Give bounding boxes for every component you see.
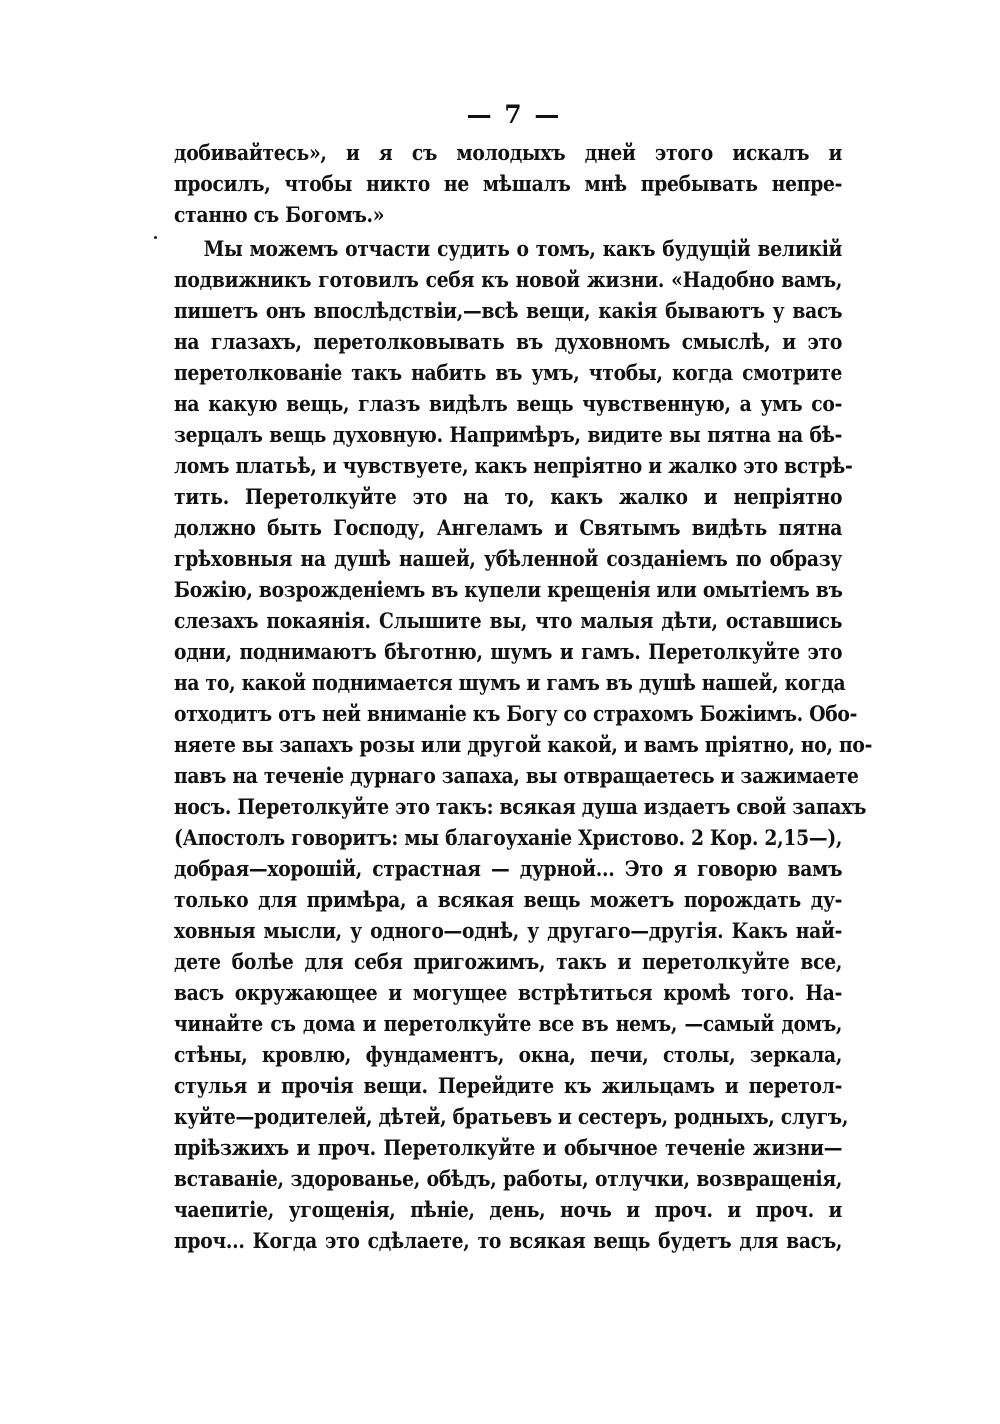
text-line: няете вы запахъ розы или другой какой, и вамъ пріятно, но, по- bbox=[174, 733, 873, 758]
text-line: проч... Когда это сдѣлаете, то всякая вещь будетъ для васъ, bbox=[174, 1229, 843, 1254]
text-line: пишетъ онъ впослѣдствіи,—всѣ вещи, какія бываютъ у васъ bbox=[174, 299, 843, 324]
text-line: добрая—хорошій, страстная — дурной... Это я говорю вамъ bbox=[174, 857, 843, 882]
text-line: куйте—родителей, дѣтей, братьевъ и сестеръ, родныхъ, слугъ, bbox=[174, 1105, 849, 1130]
text-line: грѣховныя на душѣ нашей, убѣленной созданіемъ по образу bbox=[174, 547, 843, 572]
book-page bbox=[174, 98, 873, 1257]
text-line: ломъ платьѣ, и чувствуете, какъ непріятно и жалко это встрѣ- bbox=[174, 454, 853, 479]
text-line: подвижникъ готовилъ себя къ новой жизни. «Надобно вамъ, bbox=[174, 268, 843, 293]
text-line: васъ окружающее и могущее встрѣтиться кромѣ того. На- bbox=[174, 981, 843, 1006]
text-line: станно съ Богомъ.» bbox=[174, 203, 385, 228]
text-line: носъ. Перетолкуйте это такъ: всякая душа издаетъ свой запахъ bbox=[174, 795, 867, 820]
page-number: — 7 — bbox=[466, 100, 562, 129]
text-line: слезахъ покаянія. Слышите вы, что малыя дѣти, оставшись bbox=[174, 609, 843, 634]
text-line: зерцалъ вещь духовную. Напримѣръ, видите вы пятна на бѣ- bbox=[174, 423, 843, 448]
text-line: должно быть Господу, Ангеламъ и Святымъ видѣть пятна bbox=[174, 516, 843, 541]
text-line: только для примѣра, а всякая вещь можетъ порождать ду- bbox=[174, 888, 843, 913]
text-line: вставаніе, здорованье, обѣдъ, работы, отлучки, возвращенія, bbox=[174, 1167, 843, 1192]
scan-speck bbox=[154, 236, 157, 239]
text-line: Мы можемъ отчасти судить о томъ, какъ будущій великій bbox=[203, 237, 843, 262]
text-line: одни, поднимаютъ бѣготню, шумъ и гамъ. Перетолкуйте это bbox=[174, 640, 843, 665]
text-line: Божію, возрожденіемъ въ купели крещенія или омытіемъ въ bbox=[174, 578, 843, 603]
text-line: на то, какой поднимается шумъ и гамъ въ душѣ нашей, когда bbox=[174, 671, 846, 696]
text-line: чаепитіе, угощенія, пѣніе, день, ночь и проч. и проч. и bbox=[174, 1198, 843, 1223]
text-line: на глазахъ, перетолковывать въ духовномъ смыслѣ, и это bbox=[174, 330, 843, 355]
text-line: ховныя мысли, у одного—однѣ, у другаго—другія. Какъ най- bbox=[174, 919, 843, 944]
text-line: на какую вещь, глазъ видѣлъ вещь чувственную, а умъ со- bbox=[174, 392, 843, 417]
text-line: стѣны, кровлю, фундаментъ, окна, печи, столы, зеркала, bbox=[174, 1043, 843, 1068]
text-line: добивайтесь», и я съ молодыхъ дней этого искалъ и bbox=[174, 141, 843, 166]
text-line: чинайте съ дома и перетолкуйте все въ немъ, —самый домъ, bbox=[174, 1012, 843, 1037]
text-line: отходитъ отъ ней вниманіе къ Богу со страхомъ Божіимъ. Обо- bbox=[174, 702, 858, 727]
text-line: просилъ, чтобы никто не мѣшалъ мнѣ пребывать непре- bbox=[174, 172, 843, 197]
text-line: (Апостолъ говоритъ: мы благоуханіе Христово. 2 Кор. 2,15—), bbox=[174, 826, 843, 851]
paragraph-continuation bbox=[174, 138, 842, 231]
text-line: дете болѣе для себя пригожимъ, такъ и перетолкуйте все, bbox=[174, 950, 843, 975]
text-line: павъ на теченіе дурнаго запаха, вы отвращаетесь и зажимаете bbox=[174, 764, 859, 789]
text-line: тить. Перетолкуйте это на то, какъ жалко и непріятно bbox=[174, 485, 843, 510]
text-line: пріѣзжихъ и проч. Перетолкуйте и обычное теченіе жизни— bbox=[174, 1136, 843, 1161]
text-line: перетолкованіе такъ набить въ умъ, чтобы, когда смотрите bbox=[174, 361, 843, 386]
paragraph-main bbox=[174, 234, 873, 1257]
text-line: стулья и прочія вещи. Перейдите къ жильцамъ и перетол- bbox=[174, 1074, 843, 1099]
